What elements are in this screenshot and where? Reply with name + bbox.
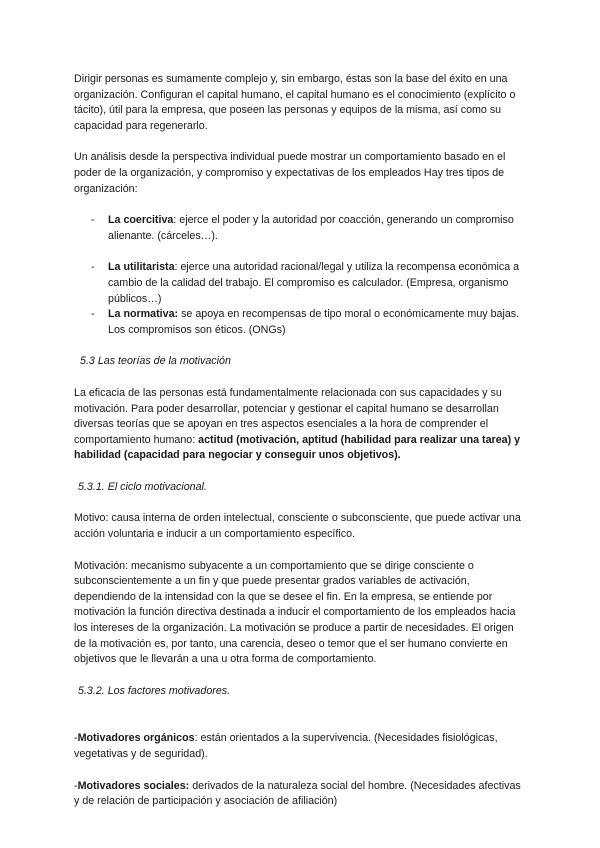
analysis-paragraph: Un análisis desde la perspectiva individual puede mostrar un comportamiento basado en el poder de la organización, y compromiso y expectativas de los empleados Hay tres tipos de organización: [74, 151, 506, 195]
document-page [74, 72, 526, 826]
bullet-dash: - [91, 308, 95, 321]
list-item-normativa [74, 307, 526, 338]
section-heading-5-3-2: 5.3.2. Los factores motivadores. [78, 684, 231, 697]
description-normativa: se apoya en recompensas de tipo moral o económicamente muy bajas. Los compromisos son éticos. (ONGs) [108, 308, 520, 336]
motivadores-sociales-paragraph [74, 779, 526, 810]
theories-text: La eficacia de las personas está fundamentalmente relacionada con sus capacidades y su motivación. Para poder desarrollar, potenciar y gestionar el capital humano se desarrollan diversas teorías que se apoyan en tres aspectos esenciales a la hora de comprender el comportamiento humano: [74, 386, 502, 446]
motivo-paragraph: Motivo: causa interna de orden intelectual, consciente o subconsciente, que puede activar una acción voluntaria e inducir a un comportamiento específico. [74, 512, 521, 541]
term-motivadores-organicos: Motivadores orgánicos [77, 732, 195, 745]
theories-paragraph [74, 386, 526, 464]
theories-bold-text: actitud (motivación, aptitud (habilidad para realizar una tarea) y habilidad (capacidad para negociar y conseguir unos objetivos). [74, 433, 521, 462]
section-heading-5-3-1: 5.3.1. El ciclo motivacional. [78, 480, 207, 493]
list-item-utilitarista [74, 260, 526, 307]
list-item-coercitiva [74, 213, 526, 244]
motivadores-organicos-paragraph [74, 731, 526, 762]
description-coercitiva: : ejerce el poder y la autoridad por coacción, generando un compromiso alienante. (cárceles…). [108, 214, 514, 242]
item-prefix: - [74, 779, 78, 792]
bullet-dash: - [91, 261, 95, 274]
term-utilitarista: La utilitarista [108, 261, 175, 274]
description-motivadores-organicos: : están orientados a la supervivencia. (Necesidades fisiológicas, vegetativas y de seguridad). [74, 732, 498, 760]
section-heading-5-3: 5.3 Las teorías de la motivación [80, 355, 231, 368]
term-coercitiva: La coercitiva [108, 214, 174, 227]
intro-paragraph: Dirigir personas es sumamente complejo y, sin embargo, éstas son la base del éxito en una organización. Configuran el capital humano, el capital humano es el conocimiento (explícito o tácito), útil para la empresa, que poseen las personas y equipos de la misma, así como su capacidad para regenerarlo. [74, 73, 516, 132]
bullet-dash: - [91, 214, 95, 227]
item-prefix: - [74, 732, 78, 745]
description-motivadores-sociales: derivados de la naturaleza social del hombre. (Necesidades afectivas y de relación de participación y asociación de afiliación) [74, 779, 521, 808]
term-motivadores-sociales: Motivadores sociales: [77, 779, 190, 792]
term-normativa: La normativa: [108, 308, 179, 321]
spacer [74, 715, 526, 731]
motivacion-paragraph: Motivación: mecanismo subyacente a un comportamiento que se dirige consciente o subconscientemente a un fin y que puede presentar grados variables de activación, dependiendo de la intensidad con la que se desee el fin. En la empresa, se entiende por motivación la función directiva destinada a inducir el comportamiento de los empleados hacia los intereses de la organización. La motivación se produce a partir de necesidades. El origen de la motivación es, por tanto, una carencia, deseo o temor que el ser humano convierte en objetivos que le llevarán a una u otra forma de comportamiento. [74, 559, 516, 666]
description-utilitarista: : ejerce una autoridad racional/legal y utiliza la recompensa económica a cambio de la calidad del trabajo. El compromiso es calculador. (Empresa, organismo públicos…) [108, 261, 520, 305]
organization-types-list [74, 213, 526, 338]
